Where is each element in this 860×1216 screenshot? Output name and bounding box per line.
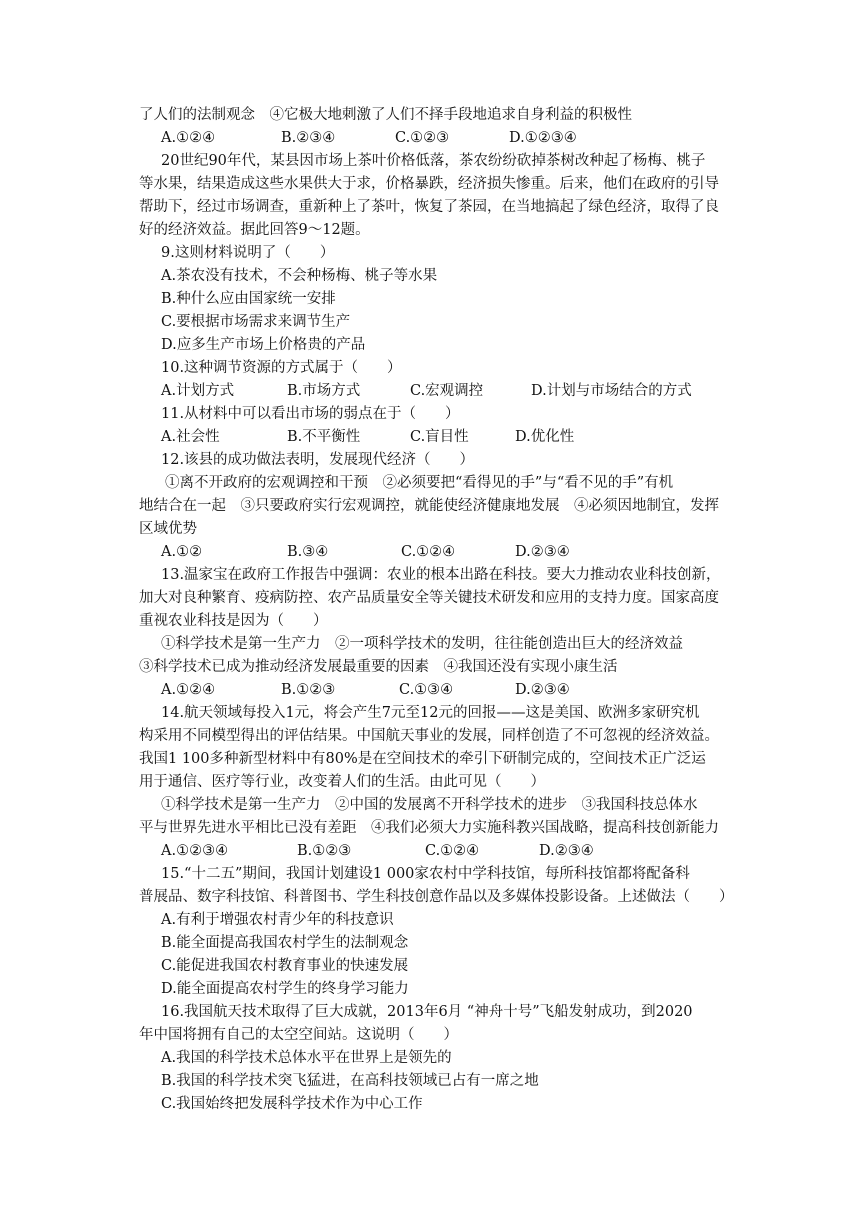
option-b: B.③④ — [287, 544, 329, 560]
text-line: 用于通信、医疗等行业，改变着人们的生活。由此可见（ ） — [139, 774, 545, 790]
option-a: A.茶农没有技术，不会种杨梅、桃子等水果 — [161, 268, 438, 284]
option-b: B.①②③ — [281, 682, 336, 698]
question-14: 14.航天领域每投入1元，将会产生7元至12元的回报——这是美国、欧洲多家研究机 — [161, 705, 700, 721]
option-c: C.①③④ — [399, 682, 454, 698]
option-a: A.我国的科学技术总体水平在世界上是领先的 — [161, 1050, 452, 1066]
option-d: D.计划与市场结合的方式 — [531, 383, 692, 399]
option-a: A.计划方式 — [161, 383, 235, 399]
option-b: B.能全面提高我国农村学生的法制观念 — [161, 935, 409, 951]
statement-line: 平与世界先进水平相比已没有差距 ④我们必须大力实施科教兴国战略，提高科技创新能力 — [139, 820, 719, 836]
question-10: 10.这种调节资源的方式属于（ ） — [161, 360, 402, 376]
option-a: A.有利于增强农村青少年的科技意识 — [161, 912, 394, 928]
option-c: C.要根据市场需求来调节生产 — [161, 314, 351, 330]
text-line: 加大对良种繁育、疫病防控、农产品质量安全等关键技术研发和应用的支持力度。国家高度 — [139, 590, 719, 606]
statement-line: ①离不开政府的宏观调控和干预 ②必须要把“看得见的手”与“看不见的手”有机 — [165, 475, 674, 491]
option-b: B.市场方式 — [287, 383, 361, 399]
question-13: 13.温家宝在政府工作报告中强调：农业的根本出路在科技。要大力推动农业科技创新， — [161, 567, 721, 583]
text-line: 年中国将拥有自己的太空空间站。这说明（ ） — [139, 1027, 458, 1043]
option-a: A.①②③④ — [161, 843, 229, 859]
statement-line: 区域优势 — [139, 521, 197, 537]
question-9: 9.这则材料说明了（ ） — [161, 245, 335, 261]
options-row-q13 — [161, 679, 761, 702]
text-line: 重视农业科技是因为（ ） — [139, 613, 328, 629]
options-row-q14 — [161, 840, 761, 863]
option-b: B.②③④ — [281, 130, 336, 146]
question-16: 16.我国航天技术取得了巨大成就，2013年6月 “神舟十号”飞船发射成功，到2020 — [161, 1004, 693, 1020]
options-row-q8 — [161, 127, 761, 150]
text-line: 20世纪90年代，某县因市场上茶叶价格低落，茶农纷纷砍掉茶树改种起了杨梅、桃子 — [161, 153, 706, 169]
options-row-q11 — [161, 426, 761, 449]
option-b: B.种什么应由国家统一安排 — [161, 291, 336, 307]
statement-line: ①科学技术是第一生产力 ②中国的发展离不开科学技术的进步 ③我国科技总体水 — [161, 797, 698, 813]
option-d: D.①②③④ — [509, 130, 577, 146]
option-d: D.②③④ — [539, 843, 594, 859]
option-d: D.②③④ — [515, 544, 570, 560]
text-line: 构采用不同模型得出的评估结果。中国航天事业的发展，同样创造了不可忽视的经济效益。 — [139, 728, 719, 744]
options-row-q10 — [161, 380, 761, 403]
text-line: 我国1 100多种新型材料中有80%是在空间技术的牵引下研制完成的，空间技术正广泛运 — [139, 751, 706, 767]
statement-line: ①科学技术是第一生产力 ②一项科学技术的发明，往往能创造出巨大的经济效益 — [161, 636, 683, 652]
text-line: 普展品、数字科技馆、科普图书、学生科技创意作品以及多媒体投影设备。上述做法（ ） — [139, 889, 734, 905]
option-a: A.社会性 — [161, 429, 220, 445]
option-c: C.①②④ — [401, 544, 456, 560]
option-a: A.①②④ — [161, 682, 216, 698]
option-c: C.能促进我国农村教育事业的快速发展 — [161, 958, 409, 974]
option-a: A.①②④ — [161, 130, 216, 146]
text-line: 好的经济效益。据此回答9～12题。 — [139, 222, 370, 238]
option-d: D.应多生产市场上价格贵的产品 — [161, 337, 366, 353]
statement-line: 地结合在一起 ③只要政府实行宏观调控，就能使经济健康地发展 ④必须因地制宜，发挥 — [139, 498, 719, 514]
option-b: B.我国的科学技术突飞猛进，在高科技领域已占有一席之地 — [161, 1073, 539, 1089]
question-12: 12.该县的成功做法表明，发展现代经济（ ） — [161, 452, 475, 468]
text-line: 帮助下，经过市场调查，重新种上了茶叶，恢复了茶园，在当地搞起了绿色经济，取得了良 — [139, 199, 719, 215]
option-b: B.①②③ — [297, 843, 352, 859]
option-c: C.①②④ — [425, 843, 480, 859]
option-d: D.能全面提高农村学生的终身学习能力 — [161, 981, 409, 997]
option-c: C.我国始终把发展科学技术作为中心工作 — [161, 1096, 423, 1112]
option-c: C.宏观调控 — [410, 383, 484, 399]
option-a: A.①② — [161, 544, 203, 560]
question-15: 15.“十二五”期间，我国计划建设1 000家农村中学科技馆，每所科技馆都将配备科 — [161, 866, 690, 882]
text-line: 了人们的法制观念 ④它极大地刺激了人们不择手段地追求自身利益的积极性 — [139, 107, 632, 123]
options-row-q12 — [161, 541, 761, 564]
text-line: 等水果，结果造成这些水果供大于求，价格暴跌，经济损失惨重。后来，他们在政府的引导 — [139, 176, 719, 192]
option-c: C.①②③ — [395, 130, 450, 146]
statement-line: ③科学技术已成为推动经济发展最重要的因素 ④我国还没有实现小康生活 — [139, 659, 618, 675]
question-11: 11.从材料中可以看出市场的弱点在于（ ） — [161, 406, 460, 422]
option-c: C.盲目性 — [410, 429, 469, 445]
option-d: D.优化性 — [515, 429, 575, 445]
option-b: B.不平衡性 — [287, 429, 361, 445]
option-d: D.②③④ — [515, 682, 570, 698]
